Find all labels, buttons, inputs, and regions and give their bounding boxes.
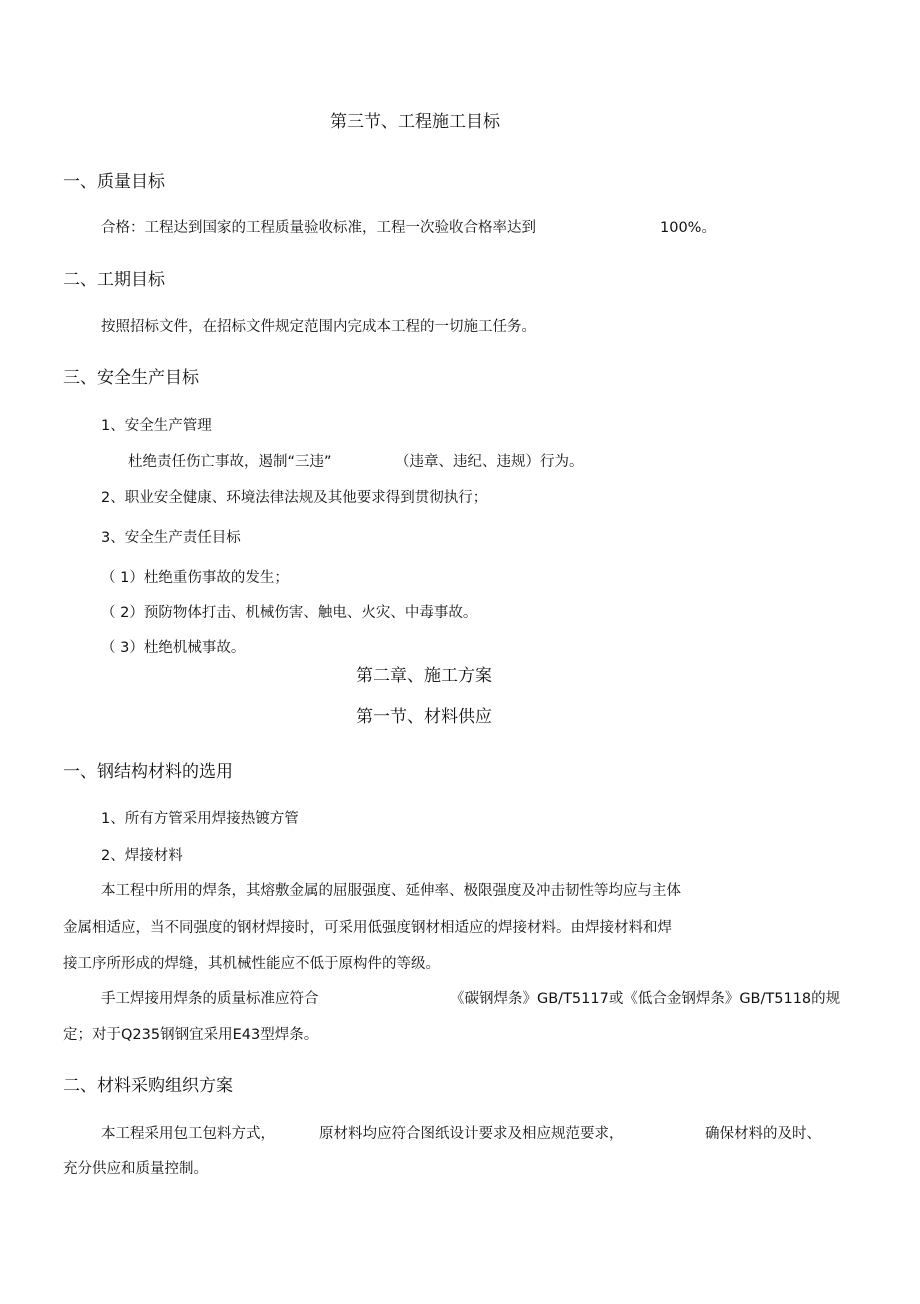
materials-item-2: 2、焊接材料 (101, 848, 183, 864)
safety-item-3: 3、安全生产责任目标 (101, 530, 241, 546)
safety-item-1-text-a: 杜绝责任伤亡事故，遏制“三违” (128, 454, 332, 470)
period-text: 按照招标文件，在招标文件规定范围内完成本工程的一切施工任务。 (101, 319, 536, 335)
paragraph-line: 金属相适应，当不同强度的钢材焊接时，可采用低强度钢材相适应的焊接材料。由焊接材料和焊 (63, 920, 672, 936)
heading-safety: 三、安全生产目标 (63, 368, 199, 388)
safety-item-1: 1、安全生产管理 (101, 418, 212, 434)
safety-item-1-text-b: （违章、违纪、违规）行为。 (395, 454, 584, 470)
quality-value: 100%。 (660, 220, 716, 236)
paragraph-line: 确保材料的及时、 (705, 1126, 821, 1142)
quality-text: 合格：工程达到国家的工程质量验收标准，工程一次验收合格率达到 (101, 220, 536, 236)
paragraph-line: 原材料均应符合图纸设计要求及相应规范要求， (319, 1126, 624, 1142)
paragraph-line: 充分供应和质量控制。 (63, 1161, 208, 1177)
safety-sub-3: （ 3）杜绝机械事故。 (101, 640, 246, 656)
materials-item-1: 1、所有方管采用焊接热镀方管 (101, 811, 299, 827)
paragraph-line: 《碳钢焊条》GB/T5117或《低合金钢焊条》GB/T5118的规 (450, 991, 841, 1007)
section-title: 第三节、工程施工目标 (330, 112, 500, 132)
paragraph-line: 本工程中所用的焊条，其熔敷金属的屈服强度、延伸率、极限强度及冲击韧性等均应与主体 (101, 883, 681, 899)
heading-period: 二、工期目标 (63, 270, 165, 290)
paragraph-line: 定；对于Q235钢钢宜采用E43型焊条。 (63, 1027, 319, 1043)
heading-steel: 一、钢结构材料的选用 (63, 762, 233, 782)
safety-sub-2: （ 2）预防物体打击、机械伤害、触电、火灾、中毒事故。 (101, 605, 478, 621)
section-title-materials: 第一节、材料供应 (356, 707, 492, 727)
paragraph-line: 本工程采用包工包料方式， (101, 1126, 275, 1142)
paragraph-line: 接工序所形成的焊缝，其机械性能应不低于原构件的等级。 (63, 956, 440, 972)
heading-quality: 一、质量目标 (63, 172, 165, 192)
chapter-title: 第二章、施工方案 (356, 666, 492, 686)
safety-sub-1: （ 1）杜绝重伤事故的发生； (101, 570, 289, 586)
paragraph-line: 手工焊接用焊条的质量标准应符合 (101, 991, 319, 1007)
heading-purchase: 二、材料采购组织方案 (63, 1076, 233, 1096)
safety-item-2: 2、职业安全健康、环境法律法规及其他要求得到贯彻执行； (101, 490, 488, 506)
